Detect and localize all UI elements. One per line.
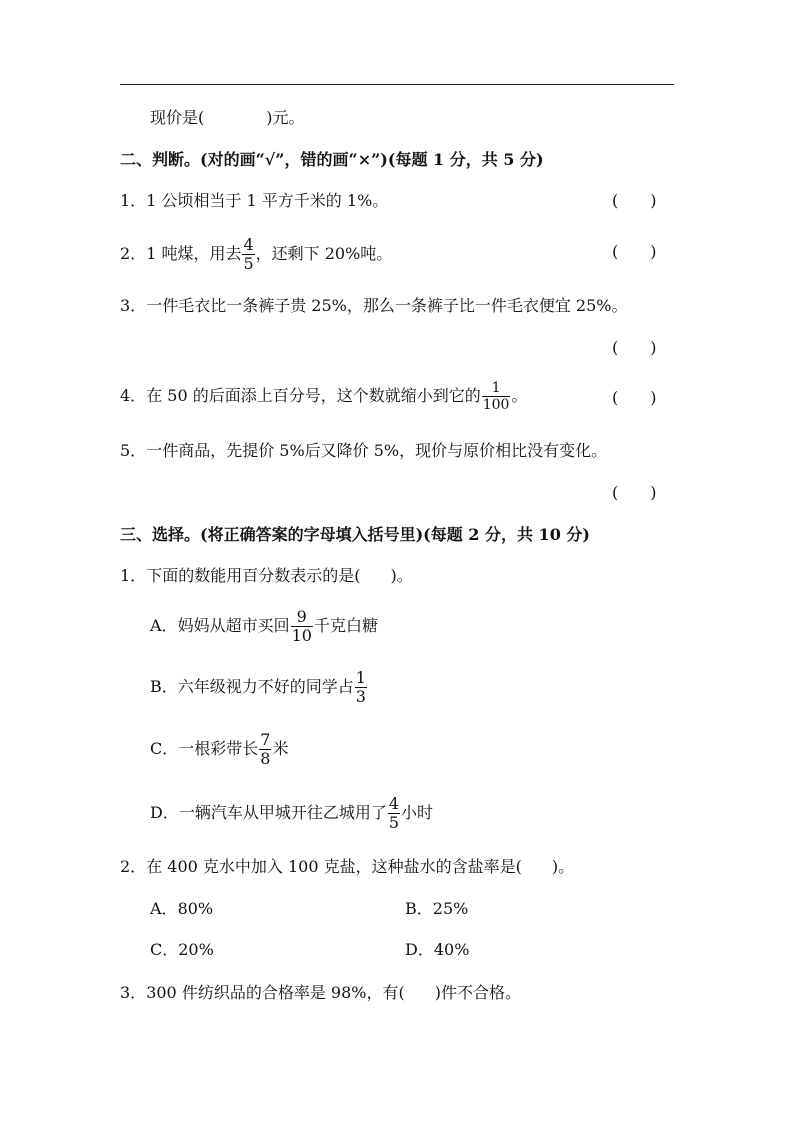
answer-paren-4[interactable]: ( ) [612,388,657,407]
question-number: 2． [120,857,147,876]
fraction-denominator: 8 [260,749,271,768]
question-text-end: 。 [511,386,528,405]
option-text: 一根彩带长 [178,739,259,758]
option-d [405,940,469,960]
fraction-numerator: 4 [243,235,254,254]
option-a [150,899,213,919]
option-text-end: 千克白糖 [313,616,378,635]
question-number: 1． [120,191,147,210]
fraction-9-10 [291,609,313,644]
option-text: 40% [433,940,470,959]
question-text: 300 件纺织品的合格率是 98%，有( [146,983,405,1002]
question-text-end: )。 [551,857,575,876]
option-text-end: 小时 [401,803,434,822]
question-text: 一件毛衣比一条裤子贵 25%，那么一条裤子比一件毛衣便宜 25%。 [146,296,628,315]
fraction-denominator: 5 [243,254,254,273]
option-text: 80% [177,899,214,918]
judge-question-4 [120,376,527,416]
fraction-numerator: 7 [260,730,271,749]
option-text: 20% [178,940,214,959]
fraction-numerator: 4 [388,794,400,813]
fraction-numerator: 1 [482,381,511,397]
question-number: 1． [120,566,147,585]
judge-question-5 [120,441,607,461]
fraction-numerator: 1 [355,668,366,687]
option-text: 六年级视力不好的同学占 [177,677,354,696]
question-text-end: ，还剩下 20%吨。 [255,244,393,263]
judge-question-1 [120,191,388,211]
option-text-end: 米 [272,739,289,758]
option-letter: A． [150,899,178,918]
fraction-4-5 [388,796,400,831]
answer-paren-2[interactable]: ( ) [612,242,657,261]
option-letter: C． [150,739,179,758]
top-fragment-line [150,108,305,128]
option-text: 25% [432,899,469,918]
question-text: 1 吨煤，用去 [146,244,242,263]
fraction-1-100 [482,381,511,412]
section3-heading: 三、选择。(将正确答案的字母填入括号里)(每题 2 分，共 10 分) [120,525,590,544]
answer-paren-5[interactable]: ( ) [612,483,657,502]
judge-question-3 [120,296,628,316]
fraction-denominator: 100 [482,397,510,413]
option-a [150,606,378,646]
answer-paren-1[interactable]: ( ) [612,191,657,210]
question-text: 在 50 的后面添上百分号，这个数就缩小到它的 [146,386,481,405]
question-text: 一件商品，先提价 5%后又降价 5%，现价与原价相比没有变化。 [146,441,608,460]
question-text-end: )。 [390,566,413,585]
option-letter: A． [150,616,178,635]
option-letter: D． [405,940,434,959]
judge-question-2 [120,234,392,274]
option-letter: B． [405,899,433,918]
fraction-1-3 [355,670,367,705]
fraction-denominator: 5 [388,813,400,832]
fraction-4-5 [242,237,254,272]
fraction-denominator: 10 [291,626,312,645]
question-number: 5． [120,441,147,460]
section2-heading: 二、判断。(对的画“√”，错的画“×”)(每题 1 分，共 5 分) [120,150,544,169]
fraction-7-8 [259,732,271,767]
option-b [405,899,468,919]
option-c [150,729,288,769]
option-letter: D． [150,803,179,822]
option-b [150,667,368,707]
header-rule [120,84,674,85]
fraction-numerator: 9 [291,609,313,627]
option-text: 妈妈从超市买回 [177,616,290,635]
top-fragment-prefix: 现价是( [150,108,205,127]
choice-question-3 [120,983,521,1003]
option-letter: B． [150,677,178,696]
option-c [150,940,214,960]
question-text-end: )件不合格。 [434,983,521,1002]
question-number: 3． [120,296,147,315]
choice-question-2 [120,857,574,877]
option-d [150,793,433,833]
option-letter: C． [150,940,179,959]
question-text: 1 公顷相当于 1 平方千米的 1%。 [146,191,389,210]
question-number: 2． [120,244,147,263]
question-text: 下面的数能用百分数表示的是( [146,566,361,585]
option-text: 一辆汽车从甲城开往乙城用了 [178,803,387,822]
question-number: 3． [120,983,147,1002]
question-number: 4． [120,386,147,405]
top-fragment-suffix: )元。 [266,108,305,127]
fraction-denominator: 3 [355,687,366,706]
answer-paren-3[interactable]: ( ) [612,338,657,357]
choice-question-1 [120,566,413,586]
question-text: 在 400 克水中加入 100 克盐，这种盐水的含盐率是( [146,857,522,876]
